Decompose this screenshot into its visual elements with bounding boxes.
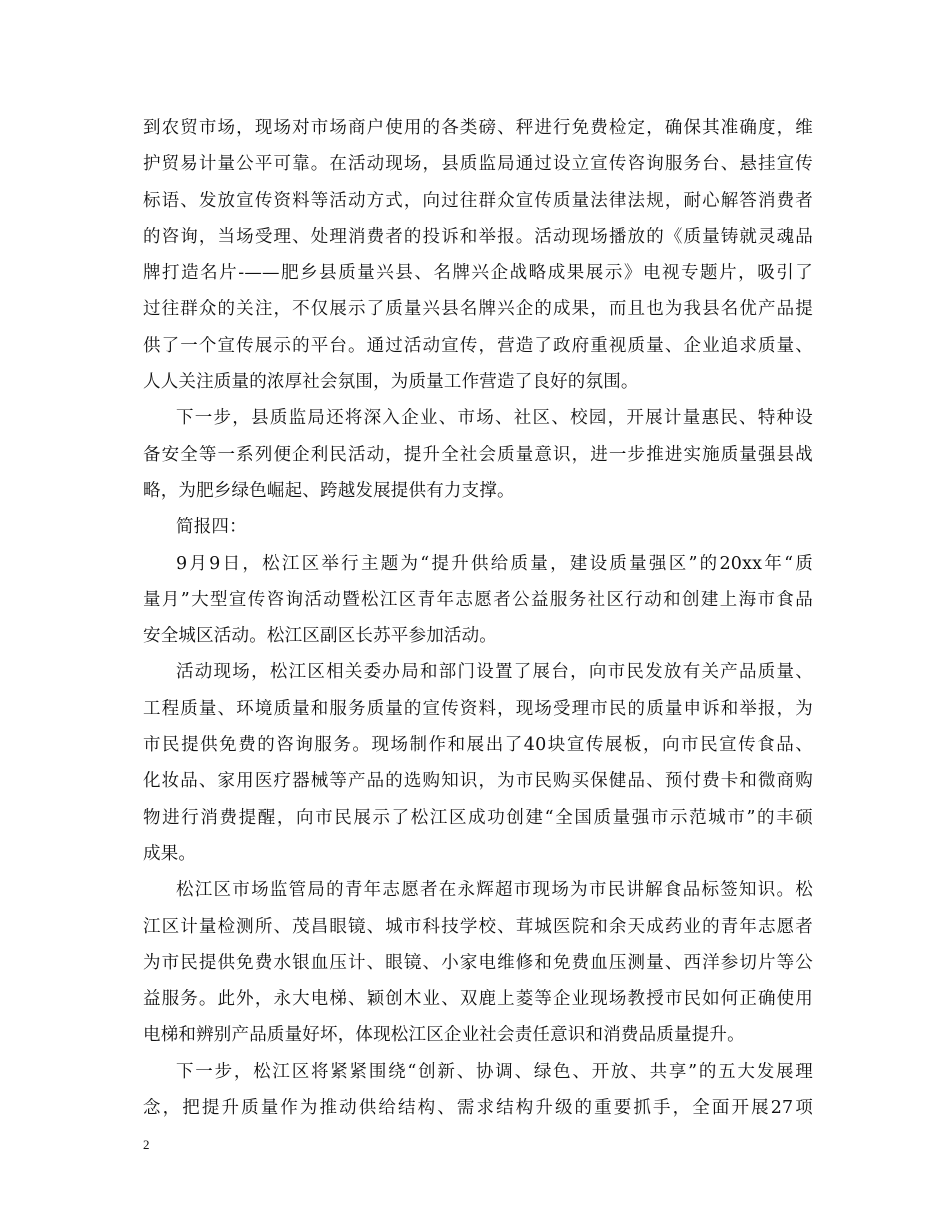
body-line: 益服务。此外，永大电梯、颖创木业、双鹿上菱等企业现场教授市民如何正确使用 bbox=[143, 989, 813, 1010]
body-line: 下一步，县质监局还将深入企业、市场、社区、校园，开展计量惠民、特种设 bbox=[176, 408, 813, 429]
body-line: 念，把提升质量作为推动供给结构、需求结构升级的重要抓手，全面开展27项 bbox=[143, 1098, 813, 1119]
body-line: 化妆品、家用医疗器械等产品的选购知识，为市民购买保健品、预付费卡和微商购 bbox=[143, 771, 813, 792]
body-line: 市民提供免费的咨询服务。现场制作和展出了40块宣传展板，向市民宣传食品、 bbox=[143, 735, 813, 756]
body-line: 到农贸市场，现场对市场商户使用的各类磅、秤进行免费检定，确保其准确度，维 bbox=[143, 118, 813, 138]
section-heading: 简报四： bbox=[176, 517, 247, 538]
body-line: 电梯和辨别产品质量好坏，体现松江区企业社会责任意识和消费品质量提升。 bbox=[143, 1025, 745, 1046]
body-line: 9月9日，松江区举行主题为“提升供给质量，建设质量强区”的20xx年“质 bbox=[176, 553, 813, 574]
body-line: 略，为肥乡绿色崛起、跨越发展提供有力支撑。 bbox=[143, 480, 515, 501]
body-line: 成果。 bbox=[143, 843, 197, 864]
body-line: 工程质量、环境质量和服务质量的宣传资料，现场受理市民的质量申诉和举报，为 bbox=[143, 698, 813, 719]
body-line: 供了一个宣传展示的平台。通过活动宣传，营造了政府重视质量、企业追求质量、 bbox=[143, 335, 813, 356]
body-line: 护贸易计量公平可靠。在活动现场，县质监局通过设立宣传咨询服务台、悬挂宣传 bbox=[143, 154, 813, 175]
body-line: 备安全等一系列便企利民活动，提升全社会质量意识，进一步推进实施质量强县战 bbox=[143, 444, 813, 465]
document-body bbox=[143, 110, 813, 1126]
body-line: 过往群众的关注，不仅展示了质量兴县名牌兴企的成果，而且也为我县名优产品提 bbox=[143, 299, 813, 320]
body-line: 为市民提供免费水银血压计、眼镜、小家电维修和免费血压测量、西洋参切片等公 bbox=[143, 952, 813, 973]
body-line: 物进行消费提醒，向市民展示了松江区成功创建“全国质量强市示范城市”的丰硕 bbox=[143, 807, 813, 828]
body-line: 安全城区活动。松江区副区长苏平参加活动。 bbox=[143, 626, 497, 647]
body-line: 标语、发放宣传资料等活动方式，向过往群众宣传质量法律法规，耐心解答消费者 bbox=[143, 190, 813, 211]
body-line: 下一步，松江区将紧紧围绕“创新、协调、绿色、开放、共享”的五大发展理 bbox=[176, 1061, 813, 1082]
body-line: 的咨询，当场受理、处理消费者的投诉和举报。活动现场播放的《质量铸就灵魂品 bbox=[143, 226, 813, 247]
page-number: 2 bbox=[143, 1137, 150, 1152]
body-line: 江区计量检测所、茂昌眼镜、城市科技学校、茸城医院和余天成药业的青年志愿者 bbox=[143, 916, 813, 937]
body-line: 松江区市场监管局的青年志愿者在永辉超市现场为市民讲解食品标签知识。松 bbox=[176, 880, 813, 901]
body-line: 量月”大型宣传咨询活动暨松江区青年志愿者公益服务社区行动和创建上海市食品 bbox=[143, 589, 813, 610]
body-line: 活动现场，松江区相关委办局和部门设置了展台，向市民发放有关产品质量、 bbox=[176, 662, 813, 683]
body-line: 牌打造名片-——肥乡县质量兴县、名牌兴企战略成果展示》电视专题片，吸引了 bbox=[143, 263, 813, 284]
body-line: 人人关注质量的浓厚社会氛围，为质量工作营造了良好的氛围。 bbox=[143, 372, 639, 393]
